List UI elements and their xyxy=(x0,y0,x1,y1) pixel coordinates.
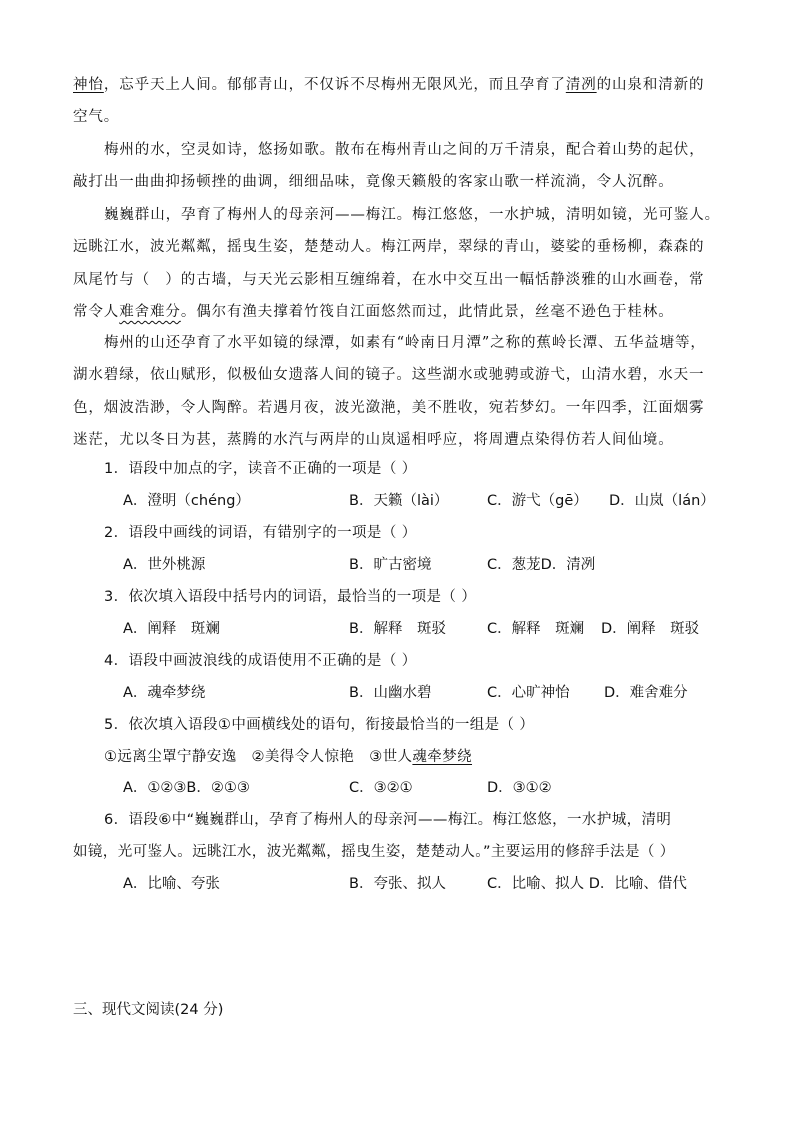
question-1-options xyxy=(123,489,743,511)
question-4-stem: 4．语段中画波浪线的成语使用不正确的是（ ） xyxy=(104,653,417,669)
option-a[interactable]: A．世外桃源 xyxy=(123,557,206,573)
question-4-options xyxy=(123,681,743,703)
option-d[interactable]: D．难舍难分 xyxy=(604,685,688,701)
option-b[interactable]: B．山幽水碧 xyxy=(349,685,432,701)
option-c[interactable]: C．解释 斑斓 xyxy=(487,621,585,637)
question-2-stem: 2．语段中画线的词语，有错别字的一项是（ ） xyxy=(104,525,417,541)
option-c-d[interactable]: C．葱茏D．清冽 xyxy=(487,557,596,573)
passage-paragraph-0: 神怡，忘乎天上人间。郁郁青山，不仅诉不尽梅州无限风光，而且孕育了清冽的山泉和清新的 空气。 xyxy=(73,77,705,126)
option-a[interactable]: A．澄明（chéng） xyxy=(123,493,250,509)
passage-paragraph-3: 梅州的山还孕育了水平如镜的绿潭，如素有“岭南日月潭”之称的蕉岭长潭、五华益塘等， 湖水碧绿，依山赋形，似极仙女遗落人间的镜子。这些湖水或驰骋或游弋，山清水碧，水天一 色，烟波浩渺，令人陶醉。若遇月夜，波光潋滟，美不胜收，宛若梦幻。一年四季，江面烟雾 迷茫，尤以冬日为甚，蒸腾的水汽与两岸的山岚遥相呼应，将周遭点染得仿若人间仙境。 xyxy=(73,335,706,449)
underlined-phrase: 魂牵梦绕 xyxy=(412,749,473,765)
option-b[interactable]: B．解释 斑驳 xyxy=(349,621,446,637)
question-5-options xyxy=(123,776,743,798)
question-1-stem: 1．语段中加点的字，读音不正确的一项是（ ） xyxy=(104,461,417,477)
option-c-d[interactable]: C．比喻、拟人 D．比喻、借代 xyxy=(487,876,687,892)
option-d[interactable]: D．山岚（lán） xyxy=(609,493,715,509)
option-d[interactable]: D．阐释 斑驳 xyxy=(601,621,700,637)
underlined-word: 清冽 xyxy=(565,77,597,93)
option-c[interactable]: C．③②① xyxy=(349,780,413,796)
passage-paragraph-1: 梅州的水，空灵如诗，悠扬如歌。散布在梅州青山之间的万千清泉，配合着山势的起伏， 敲打出一曲曲抑扬顿挫的曲调，细细品味，竟像天籁般的客家山歌一样流淌，令人沉醉。 xyxy=(73,142,705,191)
option-a[interactable]: A．魂牵梦绕 xyxy=(123,685,206,701)
section-3-heading: 三、现代文阅读(24 分) xyxy=(73,1002,224,1018)
question-3-options xyxy=(123,617,743,639)
question-6-stem: 6．语段⑥中“巍巍群山，孕育了梅州人的母亲河——梅江。梅江悠悠，一水护城，清明 xyxy=(104,812,672,828)
option-c[interactable]: C．游弋（gē） xyxy=(487,493,588,509)
question-6-options xyxy=(123,872,743,894)
option-a[interactable]: A．阐释 斑斓 xyxy=(123,621,220,637)
option-b[interactable]: B．天籁（lài） xyxy=(349,493,449,509)
question-5-stem: 5．依次填入语段①中画横线处的语句，衔接最恰当的一组是（ ） xyxy=(104,717,535,733)
option-a-b[interactable]: A．①②③B．②①③ xyxy=(123,780,250,796)
question-5-sentences: ①远离尘罩宁静安逸 ②美得令人惊艳 ③世人魂牵梦绕 xyxy=(104,749,473,765)
passage-paragraph-2: 巍巍群山，孕育了梅州人的母亲河——梅江。梅江悠悠，一水护城，清明如镜，光可鉴人。 远眺江水，波光粼粼，摇曳生姿，楚楚动人。梅江两岸，翠绿的青山，婆娑的垂杨柳，森森的 凤尾竹与（ ）的古墙，与天光云影相互缠绵着，在水中交互出一幅恬静淡雅的山水画卷，常 常令人难舍难分。偶尔有渔夫撑着竹筏自江面悠然而过，此情此景，丝毫不逊色于桂林。 xyxy=(73,207,720,321)
question-6-stem-cont: 如镜，光可鉴人。远眺江水，波光粼粼，摇曳生姿，楚楚动人。”主要运用的修辞手法是（ ） xyxy=(73,844,675,860)
option-c[interactable]: C．心旷神怡 xyxy=(487,685,570,701)
question-3-stem: 3．依次填入语段中括号内的词语，最恰当的一项是（ ） xyxy=(104,589,477,605)
question-2-options xyxy=(123,553,743,575)
wavy-underlined-idiom: 难舍难分 xyxy=(119,304,181,321)
option-b[interactable]: B．夸张、拟人 xyxy=(349,876,446,892)
underlined-word: 神怡 xyxy=(73,77,104,93)
option-b[interactable]: B．旷古密境 xyxy=(349,557,432,573)
option-d[interactable]: D．③①② xyxy=(487,780,552,796)
option-a[interactable]: A．比喻、夸张 xyxy=(123,876,220,892)
